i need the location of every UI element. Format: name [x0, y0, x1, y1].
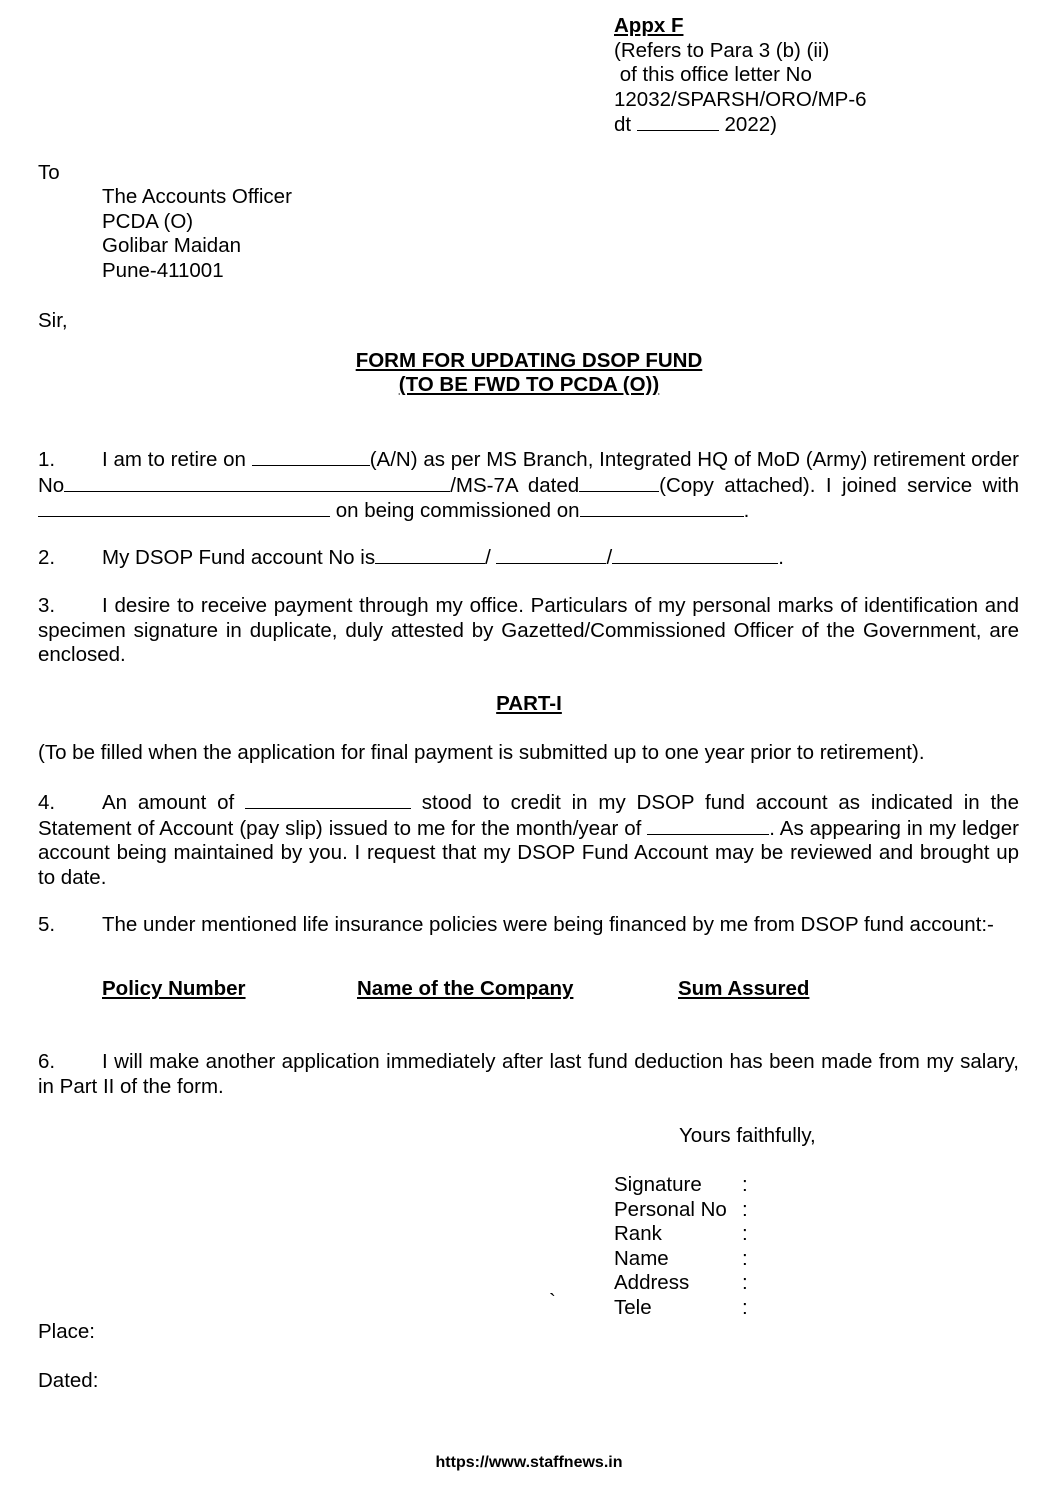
- para-text: on being commissioned on: [335, 499, 580, 522]
- account-no-blank[interactable]: [612, 545, 778, 564]
- month-year-blank[interactable]: [647, 816, 769, 835]
- field-colon: :: [742, 1295, 748, 1319]
- column-header-policy-number: Policy Number: [102, 977, 246, 1000]
- separator: /: [485, 546, 491, 569]
- appendix-title: Appx F: [614, 14, 684, 37]
- appendix-date-suffix: 2022): [724, 113, 777, 136]
- field-label: Name: [614, 1246, 669, 1270]
- para-3: [38, 594, 1019, 668]
- signature-block: [614, 1173, 748, 1320]
- para-6: [38, 1050, 1019, 1099]
- para-text: (Copy attached). I joined service with: [659, 473, 1019, 497]
- place-label: Place:: [38, 1320, 95, 1343]
- para-number: 3.: [38, 594, 56, 617]
- field-label: Tele: [614, 1295, 652, 1319]
- address-row: [614, 1271, 748, 1296]
- column-header-sum-assured: Sum Assured: [678, 977, 810, 1000]
- para-text: I desire to receive payment through my office. Particulars of my personal marks of identification and specimen signature in duplicate, duly attested by Gazetted/Commissioned Officer of the Government, are enclosed.: [38, 594, 1019, 666]
- column-header-company: Name of the Company: [357, 977, 574, 1000]
- para-text: .: [778, 546, 784, 569]
- para-number: 2.: [38, 546, 56, 569]
- address-line: PCDA (O): [102, 209, 194, 233]
- field-colon: :: [742, 1197, 748, 1221]
- para-text: /MS-7A dated: [450, 473, 580, 497]
- order-date-blank[interactable]: [579, 473, 659, 492]
- para-text: My DSOP Fund account No is: [102, 546, 376, 569]
- footer-url[interactable]: https://www.staffnews.in: [435, 1454, 623, 1471]
- rank-row: [614, 1222, 748, 1247]
- para-text: An amount of: [102, 791, 235, 814]
- address-line: The Accounts Officer: [102, 185, 292, 208]
- para-text: . As appearing in my ledger account being maintained by you. I request that my DSOP Fund Account may be reviewed and brought up to date.: [38, 816, 1019, 889]
- para-number: 4.: [38, 791, 56, 814]
- appendix-date-line: [614, 112, 867, 138]
- closing: Yours faithfully,: [679, 1124, 816, 1147]
- account-no-blank[interactable]: [375, 545, 485, 564]
- form-title: FORM FOR UPDATING DSOP FUND: [355, 349, 703, 372]
- appendix-line: of this office letter No: [614, 63, 812, 86]
- salutation: Sir,: [38, 309, 68, 332]
- name-row: [614, 1247, 748, 1272]
- field-label: Personal No: [614, 1197, 727, 1221]
- para-text: stood to credit in my DSOP fund account as indicated in the Statement of Account (pay slip) issued to me for the month/year of: [38, 791, 1019, 840]
- date-blank[interactable]: [637, 112, 719, 131]
- para-1: [38, 447, 1019, 524]
- amount-blank[interactable]: [245, 790, 411, 809]
- para-text: I will make another application immediately after last fund deduction has been made from my salary, in Part II of the form.: [38, 1050, 1019, 1098]
- separator: /: [606, 546, 613, 569]
- part-heading: PART-I: [496, 692, 562, 715]
- retire-date-blank[interactable]: [252, 447, 370, 466]
- field-colon: :: [742, 1246, 748, 1270]
- field-label: Rank: [614, 1222, 662, 1245]
- para-text: .: [743, 499, 750, 522]
- para-number: 1.: [38, 448, 56, 471]
- dated-label: Dated:: [38, 1369, 99, 1392]
- stray-mark: `: [549, 1290, 556, 1313]
- address-line: Golibar Maidan: [102, 234, 242, 257]
- para-text: I am to retire on: [102, 448, 246, 471]
- field-label: Signature: [614, 1173, 702, 1196]
- account-no-blank[interactable]: [496, 545, 606, 564]
- signature-row: [614, 1173, 748, 1198]
- field-label: Address: [614, 1271, 690, 1294]
- order-no-blank[interactable]: [64, 473, 450, 492]
- address-line: Pune-411001: [102, 258, 224, 282]
- para-text: (A/N) as per MS Branch, Integrated HQ of MoD (Army) retirement order No: [38, 448, 1019, 497]
- service-blank[interactable]: [38, 498, 330, 517]
- field-colon: :: [742, 1271, 748, 1294]
- form-subtitle: (TO BE FWD TO PCDA (O)): [398, 373, 660, 396]
- field-colon: :: [742, 1173, 748, 1196]
- appendix-date-prefix: dt: [614, 113, 632, 136]
- personal-no-row: [614, 1198, 748, 1223]
- tele-row: [614, 1296, 748, 1321]
- part-note: (To be filled when the application for final payment is submitted up to one year prior to retirement).: [38, 741, 925, 764]
- address-to: To: [38, 161, 60, 184]
- field-colon: :: [742, 1222, 748, 1245]
- para-5: [38, 913, 1019, 938]
- appendix-block: [614, 14, 867, 138]
- appendix-line: 12032/SPARSH/ORO/MP-6: [614, 87, 867, 111]
- para-2: [38, 545, 784, 571]
- para-number: 5.: [38, 913, 56, 936]
- appendix-line: (Refers to Para 3 (b) (ii): [614, 38, 830, 62]
- commission-date-blank[interactable]: [580, 498, 744, 517]
- para-text: The under mentioned life insurance policies were being financed by me from DSOP fund account:-: [102, 913, 994, 936]
- address-block: [102, 185, 292, 283]
- para-4: [38, 790, 1019, 890]
- para-number: 6.: [38, 1050, 56, 1073]
